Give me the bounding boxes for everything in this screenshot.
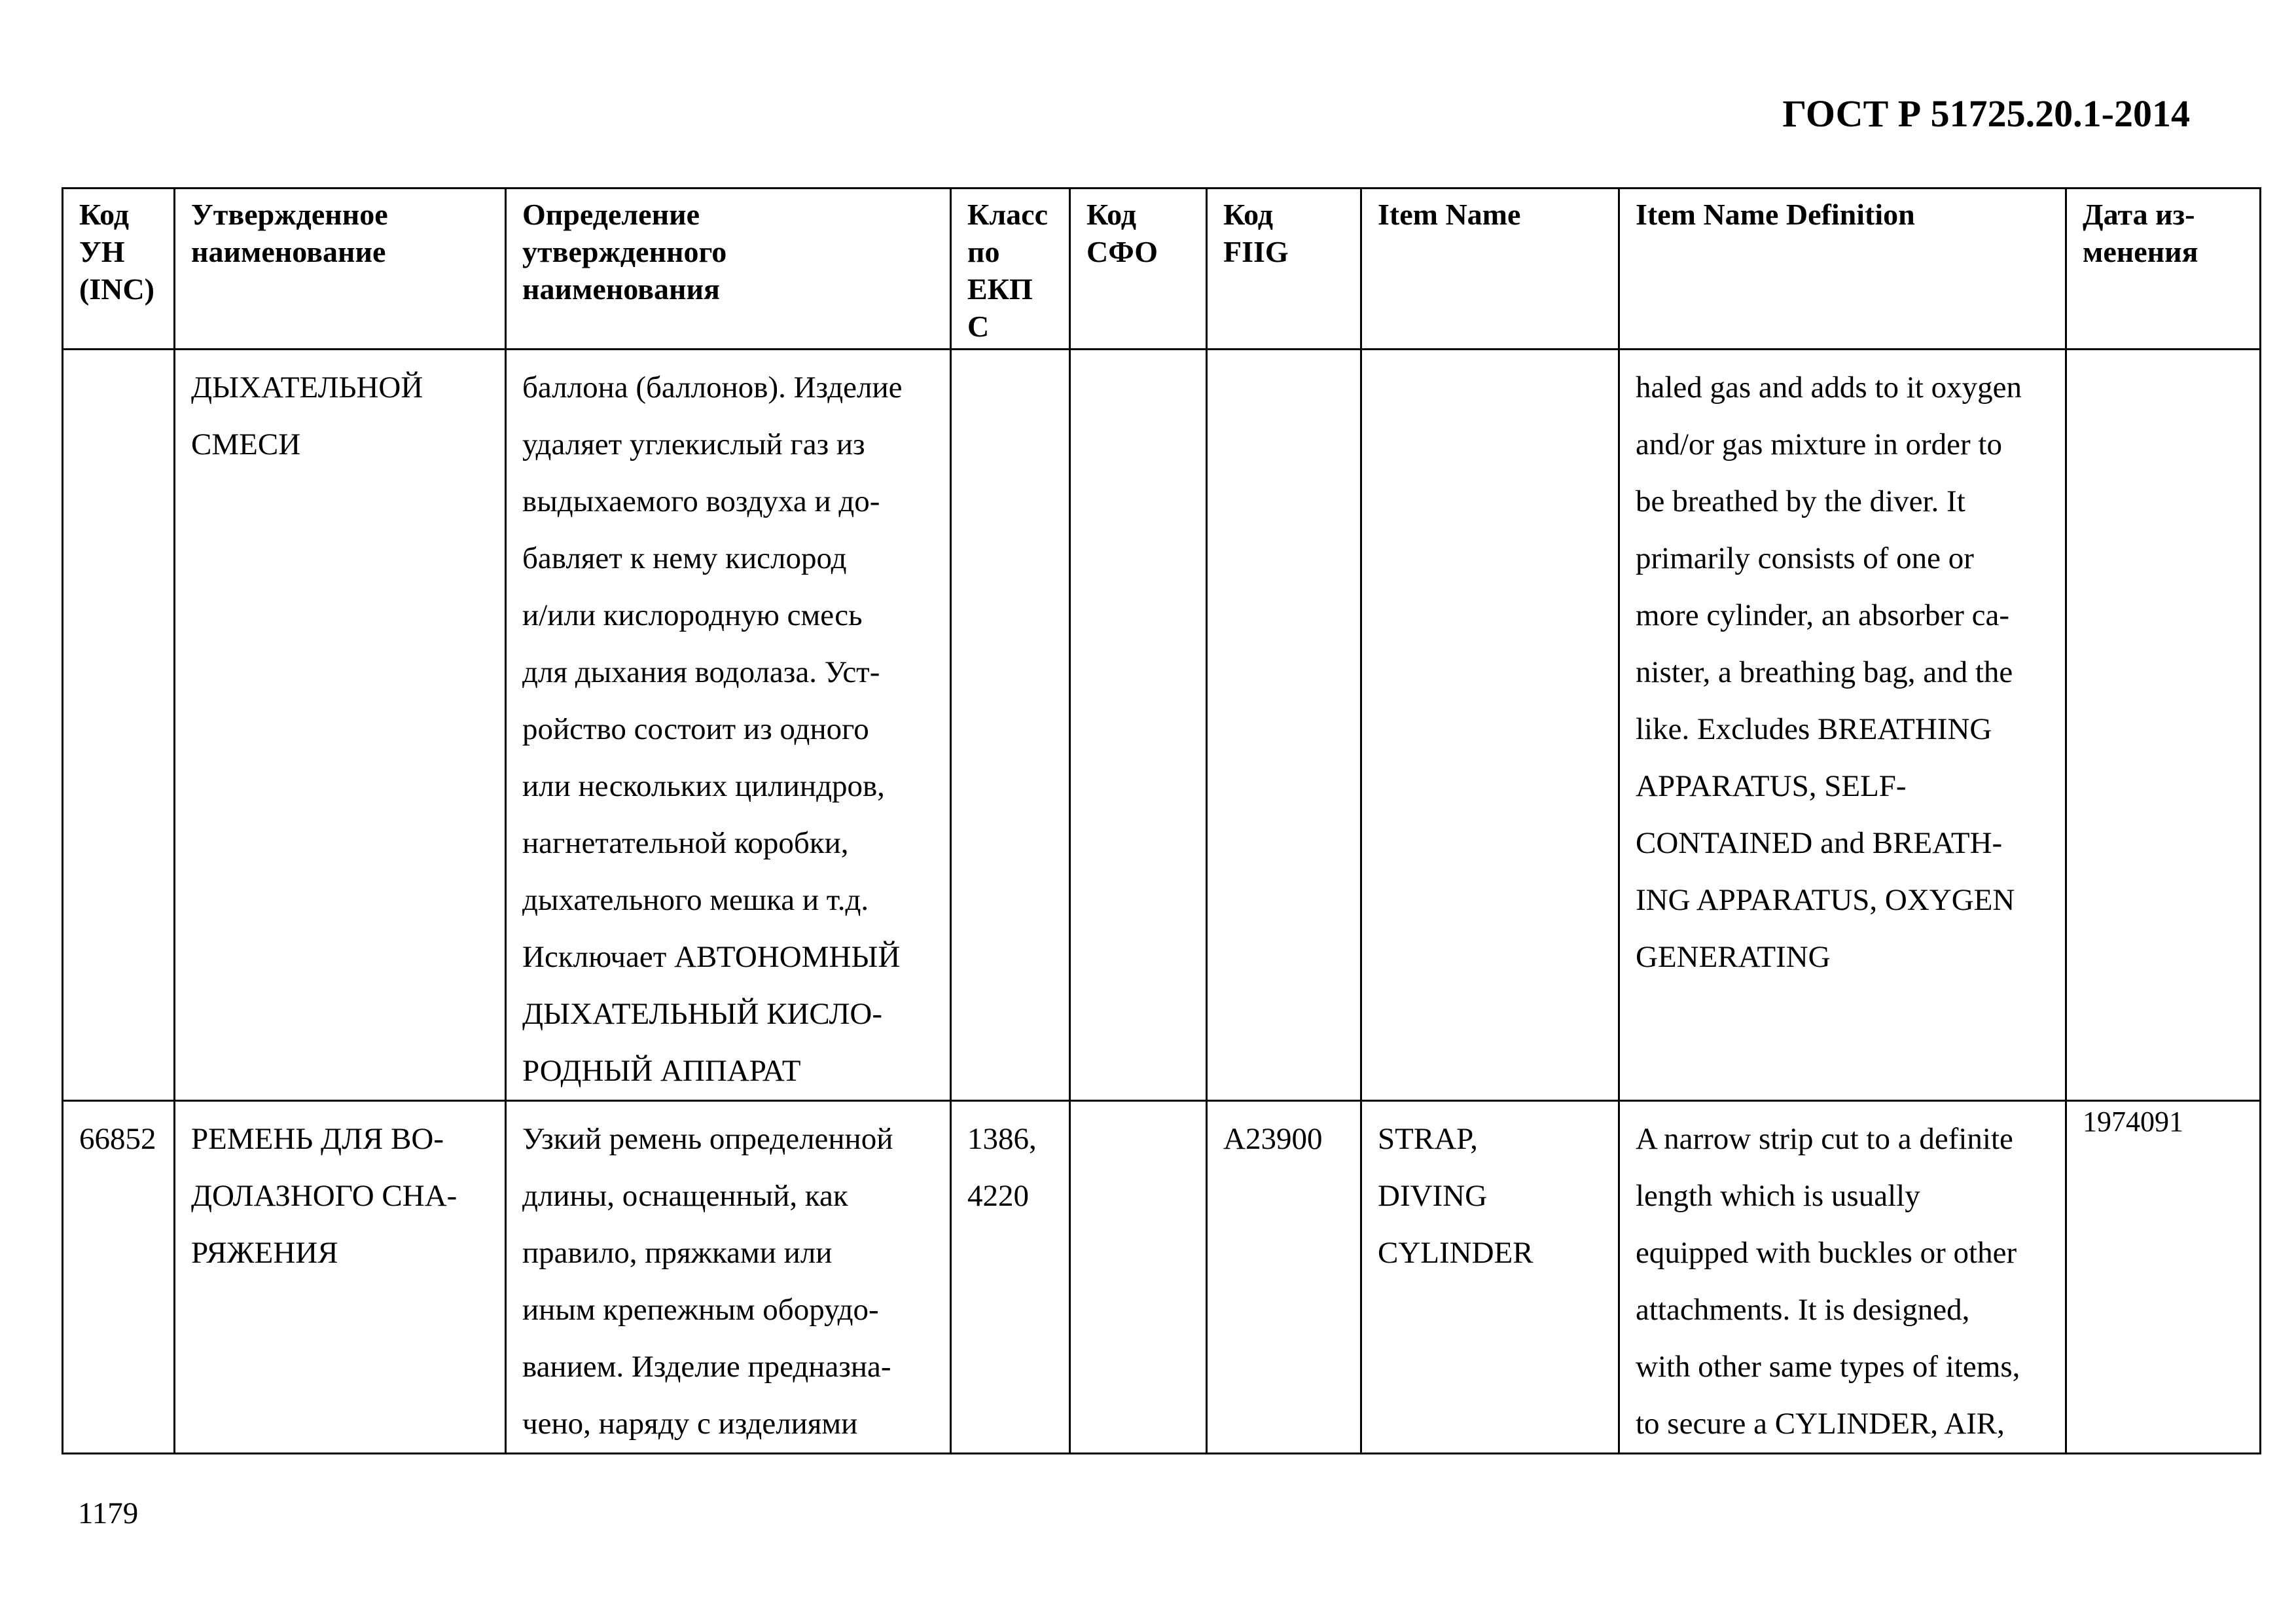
table-row [63,350,2261,1101]
cell-text-line: DIVING [1378,1179,1488,1213]
header-text-line: наименование [191,235,386,268]
header-text-line: наименования [522,272,720,306]
header-text-line: Код [79,198,130,231]
cell-text-line: CYLINDER [1378,1236,1534,1270]
definition-cell [506,1101,951,1454]
cell-text-line: with other same types of items, [1636,1350,2020,1384]
approved-name-cell [175,350,506,1101]
header-text-line: Код [1223,198,1274,231]
cell-text-line: бавляет к нему кислород [522,541,847,575]
change-date-cell [2066,1101,2261,1454]
item-name-cell [1361,1101,1619,1454]
cell-text-line: primarily consists of one or [1636,541,1974,575]
item-name-definition-cell [1619,350,2066,1101]
header-text-line: СФО [1086,235,1158,268]
cell-text-line: 1974091 [2083,1106,2183,1138]
fiig-code-cell [1207,350,1361,1101]
header-text-line: Item Name [1378,198,1521,231]
header-text-line: С [967,310,990,343]
cell-text-line: и/или кислородную смесь [522,598,863,632]
cell-text-line: equipped with buckles or other [1636,1236,2017,1270]
ekps-class-cell [951,350,1070,1101]
cell-text-line: 4220 [967,1179,1029,1213]
cell-text-line: 1386, [967,1122,1037,1156]
header-text-line: Код [1086,198,1137,231]
header-text-line: Дата из- [2083,198,2195,231]
header-inc [63,189,175,350]
cell-text-line: ДОЛАЗНОГО СНА- [191,1179,457,1213]
header-text-line: Определение [522,198,700,231]
header-text-line: Item Name Definition [1636,198,1915,231]
cell-text-line: like. Excludes BREATHING [1636,712,1992,746]
header-fiig-code [1207,189,1361,350]
cell-text-line: CONTAINED and BREATH- [1636,826,2003,860]
fiig-code-cell [1207,1101,1361,1454]
cell-text-line: РЕМЕНЬ ДЛЯ ВО- [191,1122,444,1156]
inc-cell [63,1101,175,1454]
header-sfo-code [1070,189,1207,350]
cell-text-line: дыхательного мешка и т.д. [522,883,869,917]
cell-text-line: attachments. It is designed, [1636,1293,1970,1327]
header-text-line: ЕКП [967,272,1033,306]
header-text-line: (INC) [79,272,154,306]
cell-text-line: нагнетательной коробки, [522,826,849,860]
cell-text-line: 66852 [79,1122,156,1156]
header-text-line: менения [2083,235,2198,268]
cell-text-line: and/or gas mixture in order to [1636,427,2002,461]
cell-text-line: ДЫХАТЕЛЬНОЙ [191,370,423,405]
cell-text-line: APPARATUS, SELF- [1636,769,1907,803]
inc-cell [63,350,175,1101]
cell-text-line: правило, пряжками или [522,1236,833,1270]
cell-text-line: или нескольких цилиндров, [522,769,885,803]
cell-text-line: to secure a CYLINDER, AIR, [1636,1407,2005,1441]
cell-text-line: haled gas and adds to it oxygen [1636,370,2022,405]
cell-text-line: для дыхания водолаза. Уст- [522,655,880,689]
cell-text-line: длины, оснащенный, как [522,1179,848,1213]
cell-text-line: GENERATING [1636,940,1831,974]
definition-cell [506,350,951,1101]
header-text-line: Утвержденное [191,198,388,231]
cell-text-line: STRAP, [1378,1122,1478,1156]
header-text-line: Класс [967,198,1048,231]
catalog-table [62,187,2261,1454]
header-text-line: УН [79,235,125,268]
header-row [63,189,2261,350]
cell-text-line: РОДНЫЙ АППАРАТ [522,1054,801,1088]
cell-text-line: ING APPARATUS, OXYGEN [1636,883,2015,917]
cell-text-line: A23900 [1223,1122,1323,1156]
header-approved-name [175,189,506,350]
ekps-class-cell [951,1101,1070,1454]
header-ekps-class [951,189,1070,350]
header-item-name-definition [1619,189,2066,350]
sfo-code-cell [1070,1101,1207,1454]
header-change-date [2066,189,2261,350]
header-text-line: FIIG [1223,235,1289,268]
cell-text-line: баллона (баллонов). Изделие [522,370,903,405]
cell-text-line: ройство состоит из одного [522,712,869,746]
table-row [63,1101,2261,1454]
cell-text-line: be breathed by the diver. It [1636,484,1965,518]
item-name-definition-cell [1619,1101,2066,1454]
page-number: 1179 [78,1496,139,1530]
change-date-cell [2066,350,2261,1101]
cell-text-line: выдыхаемого воздуха и до- [522,484,880,518]
approved-name-cell [175,1101,506,1454]
cell-text-line: СМЕСИ [191,427,301,461]
cell-text-line: Узкий ремень определенной [522,1122,893,1156]
document-title: ГОСТ Р 51725.20.1-2014 [1782,92,2190,135]
cell-text-line: удаляет углекислый газ из [522,427,865,461]
item-name-cell [1361,350,1619,1101]
cell-text-line: A narrow strip cut to a definite [1636,1122,2013,1156]
cell-text-line: Исключает АВТОНОМНЫЙ [522,940,901,974]
cell-text-line: more cylinder, an absorber ca- [1636,598,2009,632]
cell-text-line: иным крепежным оборудо- [522,1293,879,1327]
cell-text-line: ванием. Изделие предназна- [522,1350,891,1384]
sfo-code-cell [1070,350,1207,1101]
cell-text-line: чено, наряду с изделиями [522,1407,858,1441]
cell-text-line: ДЫХАТЕЛЬНЫЙ КИСЛО- [522,997,883,1031]
header-text-line: утвержденного [522,235,727,268]
cell-text-line: nister, a breathing bag, and the [1636,655,2013,689]
cell-text-line: length which is usually [1636,1179,1920,1213]
header-item-name [1361,189,1619,350]
header-definition [506,189,951,350]
header-text-line: по [967,235,1000,268]
cell-text-line: РЯЖЕНИЯ [191,1236,338,1270]
